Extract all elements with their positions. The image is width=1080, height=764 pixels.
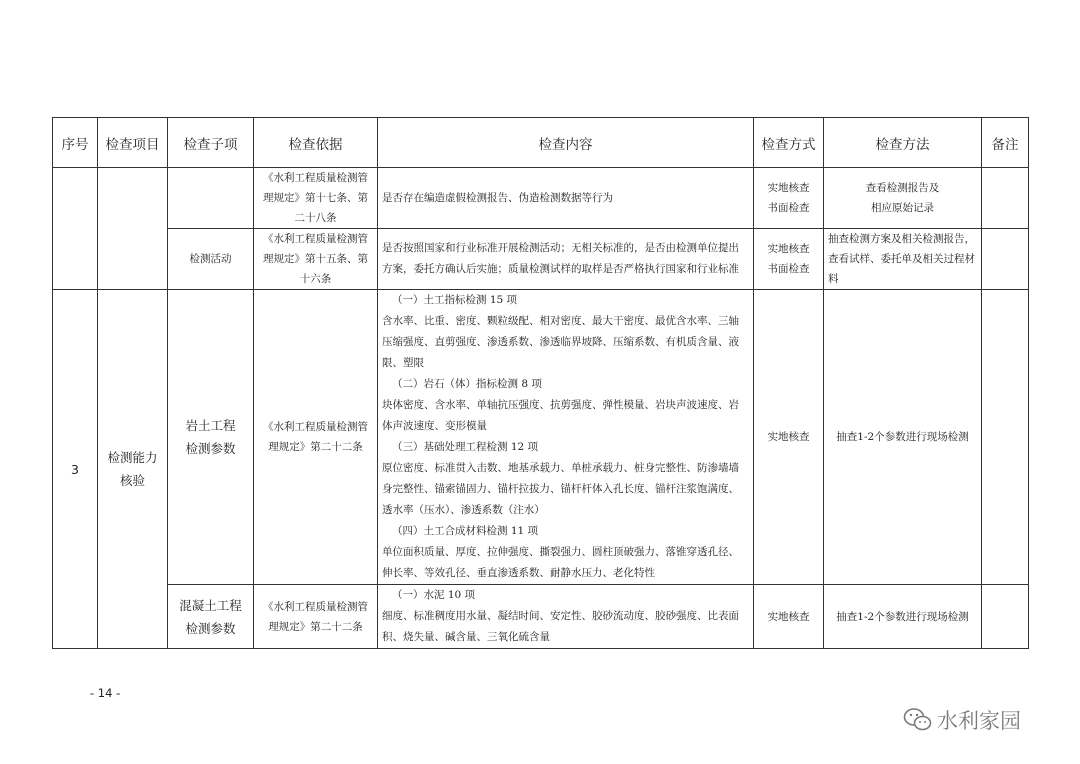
content-text: 原位密度、标准贯入击数、地基承载力、单桩承载力、桩身完整性、防渗墙墙身完整性、锚索锚固力、锚杆拉拔力、锚杆杆体入孔长度、锚杆注浆饱满度、透水率（压水）、渗透系数（注水） bbox=[382, 462, 739, 516]
watermark-text: 水利家园 bbox=[937, 709, 1021, 733]
method-cell: 抽查1-2个参数进行现场检测 bbox=[824, 290, 982, 585]
header-seq: 序号 bbox=[53, 118, 98, 168]
content-cell bbox=[378, 585, 754, 649]
header-remarks: 备注 bbox=[982, 118, 1029, 168]
remarks-cell bbox=[982, 168, 1029, 229]
content-text: 含水率、比重、密度、颗粒级配、相对密度、最大干密度、最优含水率、三轴压缩强度、直剪强度、渗透系数、渗透临界坡降、压缩系数、有机质含量、液限、塑限 bbox=[382, 315, 739, 369]
content-cell: 是否按照国家和行业标准开展检测活动；无相关标准的，是否由检测单位提出方案，委托方确认后实施；质量检测试样的取样是否严格执行国家和行业标准 bbox=[378, 229, 754, 290]
subitem-cell: 检测活动 bbox=[168, 229, 254, 290]
table-row bbox=[53, 229, 1029, 290]
header-item: 检查项目 bbox=[98, 118, 168, 168]
content-text: 细度、标准稠度用水量、凝结时间、安定性、胶砂流动度、胶砂强度、比表面积、烧失量、碱含量、三氧化硫含量 bbox=[382, 610, 739, 643]
content-text: 单位面积质量、厚度、拉伸强度、撕裂强力、圆柱顶破强力、落锥穿透孔径、伸长率、等效孔径、垂直渗透系数、耐静水压力、老化特性 bbox=[382, 546, 739, 579]
content-text: 块体密度、含水率、单轴抗压强度、抗剪强度、弹性模量、岩块声波速度、岩体声波速度、变形模量 bbox=[382, 399, 739, 432]
mode-cell: 实地核查 书面检查 bbox=[754, 229, 824, 290]
seq-cell bbox=[53, 168, 98, 290]
table-header-row bbox=[53, 118, 1029, 168]
remarks-cell bbox=[982, 229, 1029, 290]
remarks-cell bbox=[982, 290, 1029, 585]
header-method: 检查方法 bbox=[824, 118, 982, 168]
item-cell bbox=[98, 168, 168, 290]
mode-cell: 实地核查 bbox=[754, 585, 824, 649]
content-heading: （三）基础处理工程检测 12 项 bbox=[392, 441, 539, 453]
content-cell bbox=[378, 290, 754, 585]
content-heading: （二）岩石（体）指标检测 8 项 bbox=[392, 378, 542, 390]
inspection-table bbox=[52, 117, 1029, 649]
content-cell: 是否存在编造虚假检测报告、伪造检测数据等行为 bbox=[378, 168, 754, 229]
remarks-cell bbox=[982, 585, 1029, 649]
table-row bbox=[53, 290, 1029, 585]
method-cell: 抽查检测方案及相关检测报告，查看试样、委托单及相关过程材料 bbox=[824, 229, 982, 290]
basis-cell: 《水利工程质量检测管理规定》第二十二条 bbox=[254, 290, 378, 585]
table-row bbox=[53, 585, 1029, 649]
method-cell: 抽查1-2个参数进行现场检测 bbox=[824, 585, 982, 649]
header-basis: 检查依据 bbox=[254, 118, 378, 168]
subitem-cell: 岩土工程 检测参数 bbox=[168, 290, 254, 585]
subitem-cell: 混凝土工程 检测参数 bbox=[168, 585, 254, 649]
seq-cell: 3 bbox=[53, 290, 98, 649]
basis-cell: 《水利工程质量检测管理规定》第十七条、第二十八条 bbox=[254, 168, 378, 229]
watermark bbox=[903, 705, 1021, 735]
page-number: - 14 - bbox=[90, 686, 121, 700]
subitem-cell bbox=[168, 168, 254, 229]
basis-cell: 《水利工程质量检测管理规定》第二十二条 bbox=[254, 585, 378, 649]
item-cell: 检测能力 核验 bbox=[98, 290, 168, 649]
header-subitem: 检查子项 bbox=[168, 118, 254, 168]
wechat-icon bbox=[903, 707, 933, 733]
mode-cell: 实地核查 bbox=[754, 290, 824, 585]
header-mode: 检查方式 bbox=[754, 118, 824, 168]
content-heading: （四）土工合成材料检测 11 项 bbox=[392, 525, 539, 537]
mode-cell: 实地核查 书面检查 bbox=[754, 168, 824, 229]
basis-cell: 《水利工程质量检测管理规定》第十五条、第十六条 bbox=[254, 229, 378, 290]
content-heading: （一）土工指标检测 15 项 bbox=[392, 294, 518, 306]
content-heading: （一）水泥 10 项 bbox=[392, 589, 476, 601]
table-row bbox=[53, 168, 1029, 229]
header-content: 检查内容 bbox=[378, 118, 754, 168]
method-cell: 查看检测报告及 相应原始记录 bbox=[824, 168, 982, 229]
